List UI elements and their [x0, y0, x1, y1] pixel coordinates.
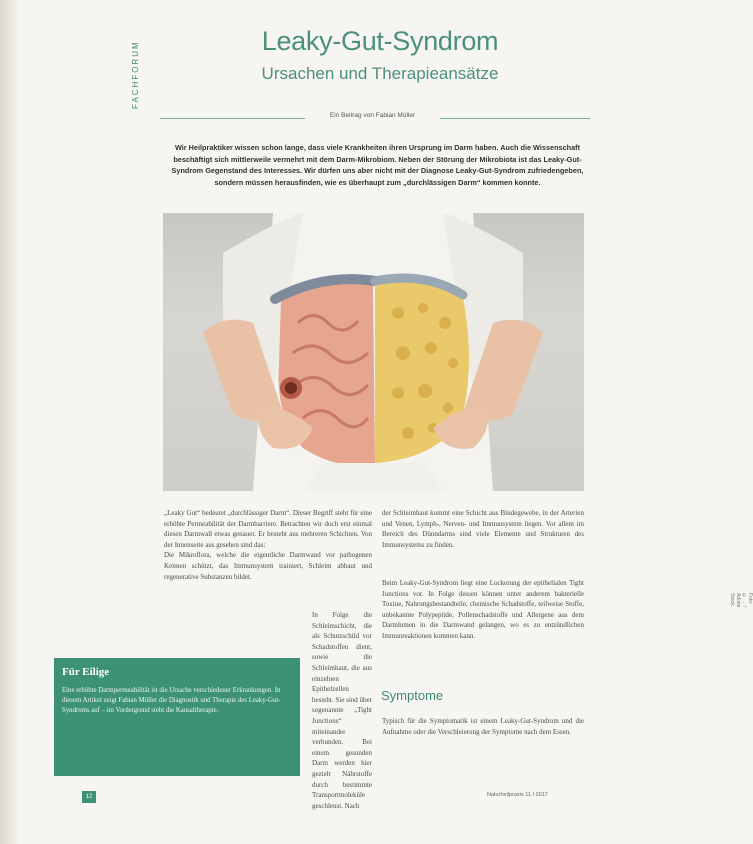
byline-text: Ein Beitrag von Fabian Müller	[329, 112, 416, 119]
byline-rule-left	[160, 118, 305, 119]
summary-box	[54, 658, 300, 776]
byline-rule-right	[440, 118, 590, 119]
byline	[160, 112, 590, 124]
photo-credit: Foto: © ... / Adobe Stock	[729, 593, 753, 608]
symptome-heading: Symptome	[381, 688, 444, 703]
body-column-1-continued	[312, 610, 372, 811]
summary-box-title: Für Eilige	[62, 666, 110, 678]
body-column-3	[382, 716, 584, 737]
article-title: Leaky-Gut-Syndrom	[261, 26, 499, 56]
body-paragraph: In Folge die Schleimschicht, die als Schutzschild vor Schadstoffen dient, sowie die Schleimhaut, die aus einzelnen Epithelzellen besteht. Sie sind über sogenannte „Tight Junctions“ miteinander verbunden. Bei einem gesunden Darm werden hier gezielt Nährstoffe durch bestimmte Transportmoleküle geschleust. Nach	[312, 611, 372, 810]
body-paragraph: „Leaky Gut“ bedeutet „durchlässiger Darm“. Dieser Begriff steht für eine erhöhte Permeabilität der Darmbarriere. Betrachten wir doch erst einmal diesen Darmwall etwas genauer. Er besteht aus mehreren Schichten. Von der Innenseite aus gesehen sind das:	[164, 509, 372, 549]
page-footer: Naturheilpraxis 11 / 2017	[487, 792, 548, 798]
body-paragraph: Beim Leaky-Gut-Syndrom liegt eine Lockerung der epithelialen Tight Junctions vor. In Folge dessen können unter anderem bakterielle Toxine, Nahrungsbestandteile, chemische Schadstoffe, teilweise Stoffe, unbekannte Polypeptide, Pollenschadstoffe und Allergene aus dem Darmlumen in die Darmwand gelangen, wo es zu entzündlichen Immunreaktionen kommen kann.	[382, 579, 584, 640]
page-number: 12	[82, 791, 96, 803]
body-paragraph: Typisch für die Symptomatik ist einem Leaky-Gut-Syndrom und die Aufnahme oder die Verschleierung der Symptome nach dem Essen.	[382, 717, 584, 736]
body-column-2	[382, 508, 584, 550]
body-paragraph: Die Mikroflora, welche die eigentliche Darmwand vor pathogenen Keimen schützt, das Immunsystem trainiert, Schleim abbaut und regenerative Substanzen bildet.	[164, 551, 372, 581]
article-subtitle: Ursachen und Therapieansätze	[261, 64, 499, 83]
body-column-2-continued	[382, 578, 584, 642]
page-gutter	[0, 0, 18, 844]
summary-box-body: Eine erhöhte Darmpermeabilität ist die Ursache verschiedener Erkrankungen. In diesem Artikel zeigt Fabian Müller die Diagnostik und Therapie des Leaky-Gut-Syndroms auf – im Vordergrund steht die Kausaltherapie.	[62, 687, 281, 714]
body-paragraph: der Schleimhaut kommt eine Schicht aus Bindegewebe, in der Arterien und Venen, Lymph-, Nerven- und Immunsystem liegen. Vor allem im Bereich des Dünndarms sind viele Elemente und Strukturen des Immunsystems zu finden.	[382, 509, 584, 549]
body-column-1	[164, 508, 372, 582]
lead-paragraph: Wir Heilpraktiker wissen schon lange, dass viele Krankheiten ihren Ursprung im Darm haben. Auch die Wissenschaft beschäftigt sich mittlerweile vermehrt mit dem Darm-Mikrobiom. Neben der Störung der Mikrobiota ist das Leaky-Gut-Syndrom Gegenstand des Interesses. Wir dürfen uns aber nicht mit der Diagnose Leaky-Gut-Syndrom zufriedengeben, sondern müssen herausfinden, wie es überhaupt zum „durchlässigen Darm“ kommen konnte.	[171, 143, 584, 187]
intestine-model-illustration	[163, 213, 584, 491]
section-label: FACHFORUM	[131, 40, 140, 110]
